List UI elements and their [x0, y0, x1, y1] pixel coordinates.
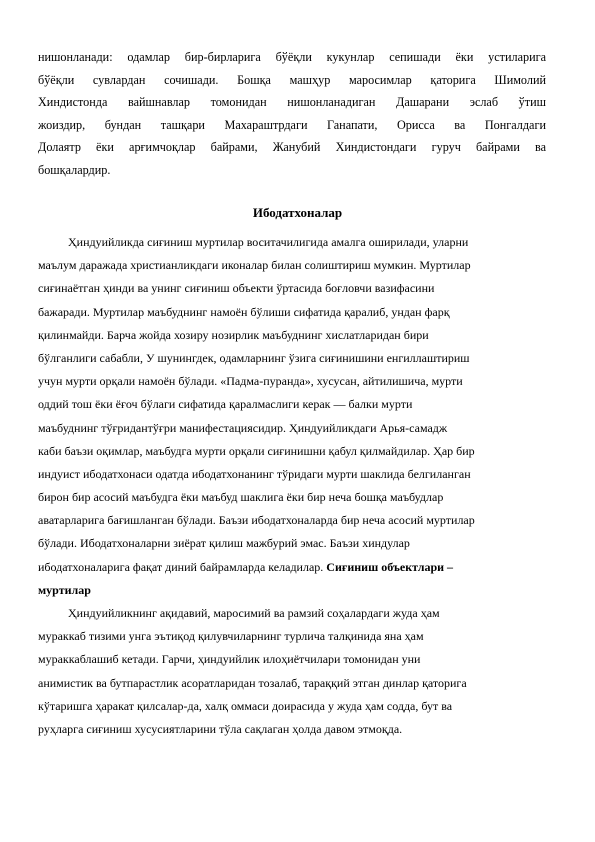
text-line: қилинмайди. Барча жойда хозиру нозирлик маъбуднинг хислатларидан бири	[38, 327, 429, 342]
text-line: Ҳиндуийликда сиғиниш муртилар воситачилигида амалга оширилади, уларни	[68, 235, 469, 249]
paragraph-holi	[38, 46, 546, 181]
text-line: маълум даражада христианликдаги иконалар билан солиштириш мумкин. Муртилар	[38, 258, 471, 273]
text-line: каби баъзи оқимлар, маъбудга мурти орқали сиғинишни қабул қилмайдилар. Ҳар бир	[38, 443, 475, 458]
text-line: анимистик ва бутпарастлик асоратларидан тозалаб, тараққий этган динлар қаторига	[38, 675, 467, 690]
text-line: бўёқли сувлардан сочишади. Бошқа машҳур маросимлар қаторига Шимолий	[38, 72, 546, 87]
text-line: мураккаб тизими унга эътиқод қилувчиларнинг турлича талқинида яна ҳам	[38, 629, 424, 644]
text-line: жоиздир, бундан ташқари Махараштрдаги Ганапати, Орисса ва Понгалдаги	[38, 117, 546, 132]
text-line: учун мурти орқали намоён бўлади. «Падма-пуранда», хусусан, айтилишича, мурти	[38, 374, 463, 389]
text-line: мураккаблашиб кетади. Гарчи, ҳиндуийлик илоҳиётчилари томонидан уни	[38, 652, 421, 667]
text-line: руҳларга сиғиниш хусусиятларини тўла сақлаган ҳолда давом этмоқда.	[38, 721, 403, 736]
text-line: аватарларига бағишланган бўлади. Баъзи ибодатхоналарда бир неча асосий муртилар	[38, 513, 475, 528]
text-line	[38, 556, 552, 579]
text-run: ибодатхоналарига фақат диний байрамларда келадилар.	[38, 559, 327, 574]
section-heading: Ибодатхоналар	[252, 205, 343, 220]
text-line: Хиндистонда вайшнавлар томонидан нишонланадиган Дашарани эслаб ўтиш	[38, 95, 546, 109]
text-line: бўлганлиги сабабли, У шунингдек, одамларнинг ўзига сиғинишини енгиллаштириш	[38, 350, 470, 365]
text-line: маъбуднинг тўғридантўғри манифестациясидир. Ҳиндуийликдаги Арья-самадж	[38, 420, 448, 435]
text-line: бажаради. Муртилар маъбуднинг намоён бўлиши сифатида қаралиб, ундан фарқ	[38, 304, 450, 319]
text-line: сиғинаётган ҳинди ва унинг сиғиниш объекти ўртасида боғловчи вазифасини	[38, 281, 435, 296]
text-line: нишонланади: одамлар бир-бирларига бўёқли кукунлар сепишади ёки устиларига	[38, 50, 546, 64]
text-line: Долаятр ёки арғимчоқлар байрами, Жанубий Хиндистондаги гуруч байрами ва	[38, 140, 546, 154]
text-line: индуист ибодатхонаси одатда ибодатхонанинг тўридаги мурти шаклида белгиланган	[38, 466, 471, 481]
subheading-inline: Сиғиниш объектлари –	[326, 559, 454, 574]
text-line: Ҳиндуийликнинг ақидавий, маросимий ва рамзий соҳалардаги жуда ҳам	[68, 606, 440, 620]
text-line: кўтаришга ҳаракат қилсалар-да, халқ оммаси доирасида у жуда ҳам содда, бут ва	[38, 698, 453, 713]
text-line: бирон бир асосий маъбудга ёки маъбуд шаклига ёки бир неча бошқа маъбудлар	[38, 490, 444, 505]
subheading-continuation: муртилар	[38, 582, 91, 597]
text-line: оддий тош ёки ёғоч бўлаги сифатида қаралмаслиги керак — балки мурти	[38, 397, 413, 412]
text-line: бўлади. Ибодатхоналарни зиёрат қилиш мажбурий эмас. Баъзи хиндулар	[38, 536, 410, 551]
body-text	[38, 231, 552, 741]
text-line: бошқалардир.	[38, 162, 111, 177]
